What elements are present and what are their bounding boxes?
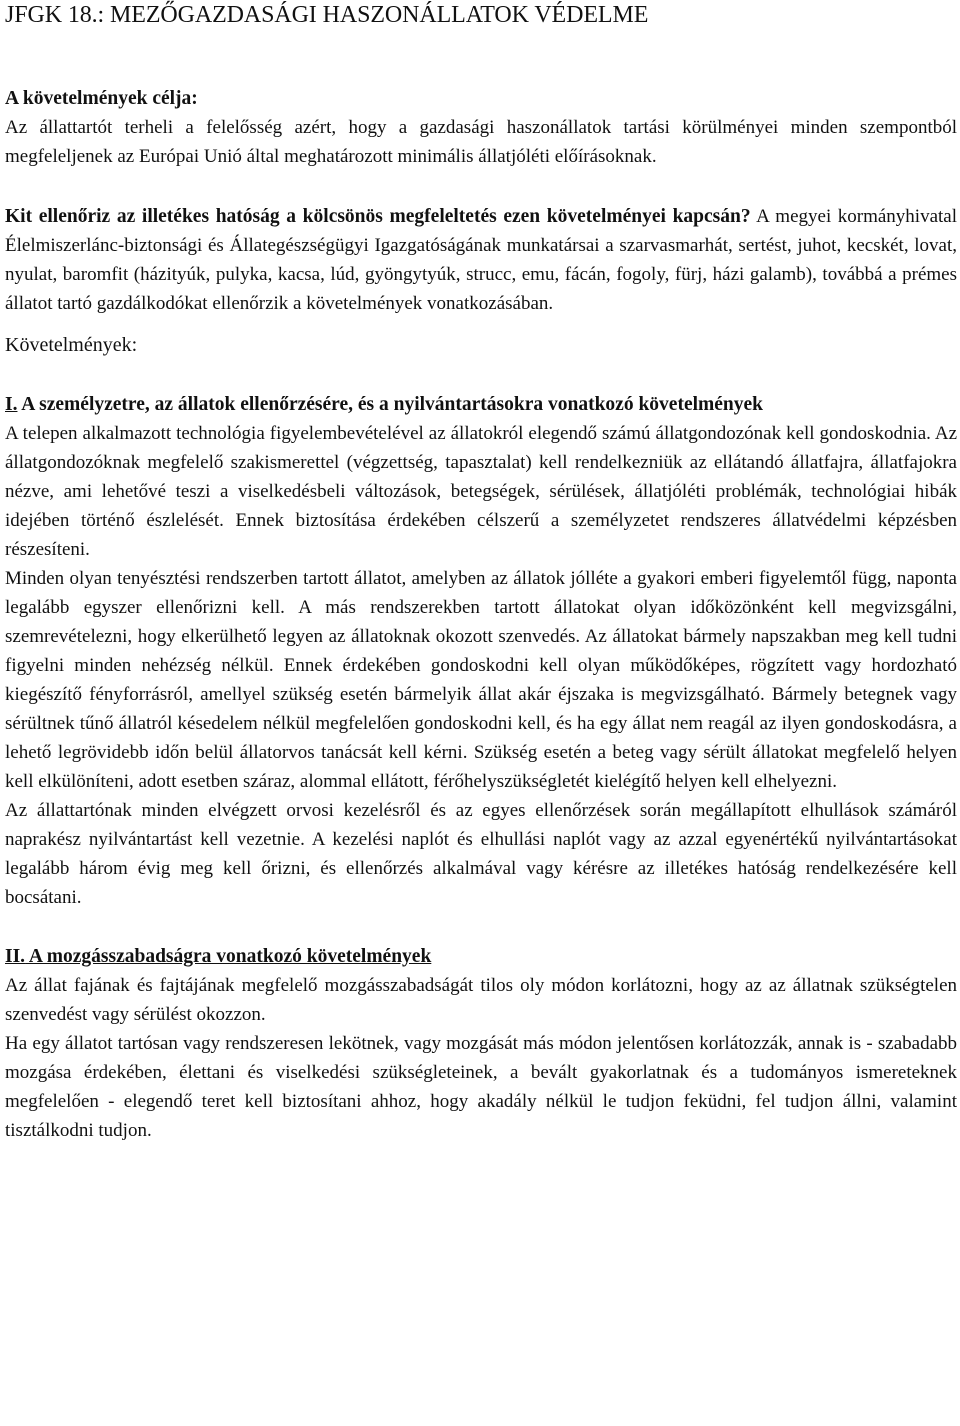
section-heading-2 [5, 942, 957, 971]
spacer [5, 318, 957, 331]
goal-paragraph: Az állattartót terheli a felelősség azért, hogy a gazdasági haszonállatok tartási körülményei minden szempontból megfeleljenek az Európai Unió által meghatározott minimális állatjóléti előírásoknak. [5, 117, 957, 167]
inspector-text: A megyei kormányhivatal Élelmiszerlánc-biztonsági és Állategészségügyi Igazgatóságának munkatársai a szarvasmarhát, sertést, juhot, kecskét, lovat, nyulat, baromfit (házityúk, pulyka, kacsa, lúd, gyöngytyúk, strucc, emu, fácán, fogoly, fürj, házi galamb), továbbá a prémes állatot tartó gazdálkodókat ellenőrzik a követelmények vonatkozásában. [5, 206, 957, 314]
section-number-1: I. [5, 394, 18, 415]
section-2-paragraph-2: Ha egy állatot tartósan vagy rendszeresen lekötnek, vagy mozgását más módon jelentősen korlátozzák, annak is - szabadabb mozgása érdekében, élettani és viselkedési szükségleteinek, a bevált gyakorlatnak és a tudományos ismereteknek megfelelően - elegendő teret kell biztosítani ahhoz, hogy akadály nélkül le tudjon feküdni, fel tudjon állni, valamint tisztálkodni tudjon. [5, 1033, 957, 1141]
inspector-question: Kit ellenőriz az illetékes hatóság a kölcsönös megfeleltetés ezen követelményei kapcsán? [5, 206, 751, 227]
section-heading-1 [5, 390, 957, 419]
inspector-paragraph [5, 202, 957, 318]
requirements-label: Követelmények: [5, 334, 138, 356]
goal-heading: A követelmények célja: [5, 88, 198, 109]
spacer [5, 171, 957, 202]
section-1-paragraph-1: A telepen alkalmazott technológia figyelembevételével az állatokról elegendő számú állatgondozónak kell gondoskodnia. Az állatgondozóknak megfelelő szakismerettel (végzettség, tapasztalat) kell rendelkezniük az ellátandó állatfajra, állatfajokra nézve, ami lehetővé teszi a viselkedésbeli változások, betegségek, sérülések, állatjóléti problémák, technológiai hibák idejében történő észlelését. Ennek biztosítása érdekében célszerű a személyzetet rendszeres állatvédelmi képzésben részesíteni. [5, 423, 957, 560]
section-number-2: II. [5, 946, 26, 967]
section-title-1: A személyzetre, az állatok ellenőrzésére, és a nyilvántartásokra vonatkozó követelmények [17, 394, 764, 415]
document-page [5, 0, 957, 1145]
document-title: JFGK 18.: MEZŐGAZDASÁGI HASZONÁLLATOK VÉDELME [5, 2, 649, 28]
section-1-paragraph-2: Minden olyan tenyésztési rendszerben tartott állatot, amelyben az állatok jólléte a gyakori emberi figyelemtől függ, naponta legalább egyszer ellenőrizni kell. A más rendszerekben tartott állatokat olyan időközönként kell megvizsgálni, szemrevételezni, hogy elkerülhető legyen az állatoknak okozott szenvedés. Az állatokat bármely napszakban meg kell tudni figyelni minden nehézség nélkül. Ennek érdekében gondoskodni kell olyan működőképes, rögzített vagy hordozható kiegészítő fényforrásról, amellyel szükség esetén bármelyik állat akár éjszaka is megvizsgálható. Bármely betegnek vagy sérültnek tűnő állatról késedelem nélkül megfelelően gondoskodni kell, és ha egy állat nem reagál az ilyen gondoskodásra, a lehető legrövidebb időn belül állatorvos tanácsát kell kérni. Szükség esetén a beteg vagy sérült állatokat megfelelő helyen kell elkülöníteni, adott esetben száraz, alommal ellátott, férőhelyszükségletét kielégítő helyen kell elhelyezni. [5, 568, 957, 792]
spacer [5, 360, 957, 390]
section-1-paragraph-3: Az állattartónak minden elvégzett orvosi kezelésről és az egyes ellenőrzések során megállapított elhullások számáról naprakész nyilvántartást kell vezetnie. A kezelési naplót és elhullási naplót vagy az azzal egyenértékű nyilvántartásokat legalább három évig meg kell őrizni, és ellenőrzés alkalmával vagy kérésre az illetékes hatóság rendelkezésére kell bocsátani. [5, 800, 957, 908]
section-title-2: A mozgásszabadságra vonatkozó követelmények [25, 946, 432, 967]
section-2-paragraph-1: Az állat fajának és fajtájának megfelelő mozgásszabadságát tilos oly módon korlátozni, hogy az az állatnak szükségtelen szenvedést vagy sérülést okozzon. [5, 975, 957, 1025]
spacer [5, 912, 957, 942]
spacer [5, 29, 957, 84]
